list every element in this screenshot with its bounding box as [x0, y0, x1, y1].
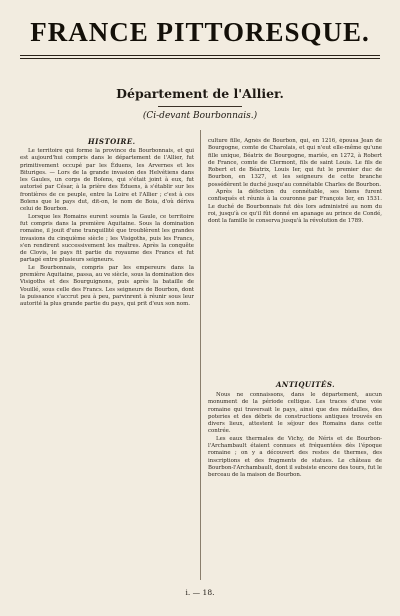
column-divider [200, 130, 201, 580]
department-title: Département de l'Allier. [116, 86, 284, 101]
paragraph: Après la défection du connétable, ses biens furent confisqués et réunis à la couronne par François Ier, en 1531. Le duché de Bourbonnais fut dès lors administré au nom du roi, jusqu'à ce qu'il fût donné en apanage au prince de Condé, dont la famille le conserva jusqu'à la révolution de 1789. [208, 189, 382, 225]
masthead-rule [20, 55, 380, 56]
right-column-text-bottom [208, 392, 382, 578]
paragraph: Le territoire qui forme la province du Bourbonnais, et qui est aujourd'hui compris dans le département de l'Allier, fut primitivement occupé par les Éduens, les Arvernes et les Bituriges. — Lors de la grande invasion des Helvétiens dans les Gaules, un corps de Boïens, qui s'était joint à eux, fut autorisé par César, à la prière des Éduens, à s'établir sur les frontières de ce peuple, entre la Loire et l'Allier ; c'est à ces Boïens que le pays dut, dit-on, le nom de Boia, d'où dériva celui de Bourbon. [20, 148, 194, 213]
paragraph: Le Bourbonnais, compris par les empereurs dans la première Aquitaine, passa, au ve siècle, sous la domination des Visigoths et des Bourguignons, puis après la bataille de Vouillé, sous celle des Francs. Les seigneurs de Bourbon, dont la puissance s'accrut peu à peu, parvinrent à réunir sous leur autorité la plus grande partie du pays, qui prit d'eux son nom. [20, 264, 194, 308]
right-column-text-top [208, 138, 382, 375]
paragraph: Lorsque les Romains eurent soumis la Gaule, ce territoire fut compris dans la première Aquitaine. Sous la domination romaine, il jouit d'une tranquillité que troublèrent les grandes invasions du cinquième siècle ; les Visigoths, puis les Francs, s'en rendirent successivement les maîtres. Après la conquête de Clovis, le pays fit partie du royaume des Francs et fut partagé entre plusieurs seigneurs. [20, 213, 194, 264]
masthead-rule-double [20, 58, 380, 59]
paragraph: Les eaux thermales de Vichy, de Néris et de Bourbon-l'Archambault étaient connues et fréquentées dès l'époque romaine ; on y a découvert des restes de thermes, des inscriptions et des fragments de statues. Le château de Bourbon-l'Archambault, dont il subsiste encore des tours, fut le berceau de la maison de Bourbon. [208, 435, 382, 479]
left-column-text [20, 148, 194, 578]
department-subtitle: (Ci-devant Bourbonnais.) [142, 111, 258, 121]
section-heading-antiquites: ANTIQUITÉS. [276, 380, 336, 389]
masthead-title: FRANCE PITTORESQUE. [30, 17, 370, 47]
paragraph: culture fille, Agnès de Bourbon, qui, en 1216, épousa Jean de Bourgogne, comte de Charolais, et qui n'eut elle-même qu'une fille unique, Béatrix de Bourgogne, mariée, en 1272, à Robert de France, comte de Clermont, fils de saint Louis. Le fils de Robert et de Béatrix, Louis Ier, qui fut le premier duc de Bourbon, en 1327, et les seigneurs de cette branche possédèrent le duché jusqu'au connétable Charles de Bourbon. [208, 138, 382, 188]
department-rule [158, 106, 242, 107]
page-marker: i. — 18. [185, 588, 215, 597]
paragraph: Nous ne connaissons, dans le département, aucun monument de la période celtique. Les traces d'une voie romaine qui traversait le pays, ainsi que des médailles, des poteries et des débris de constructions antiques trouvés en divers lieux, attestent le séjour des Romains dans cette contrée. [208, 392, 382, 435]
section-heading-histoire: HISTOIRE. [88, 137, 136, 146]
